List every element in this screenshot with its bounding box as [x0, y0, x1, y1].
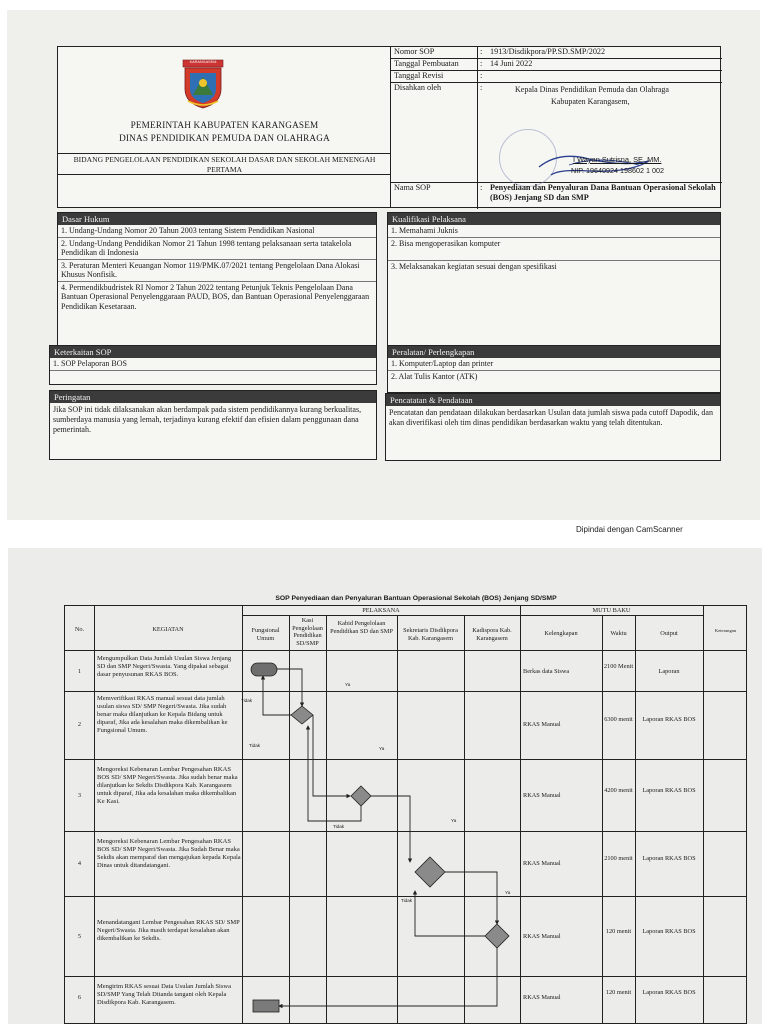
- qualification-item: 2. Bisa mengoperasikan komputer: [388, 238, 720, 261]
- requirement-text: RKAS Manual: [523, 860, 561, 867]
- agency-block: [58, 47, 391, 207]
- sop-identity-block: [391, 47, 722, 207]
- flowchart-diagram: [65, 606, 747, 1024]
- government-name: PEMERINTAH KABUPATEN KARANGASEM: [130, 120, 319, 130]
- time-text: 2100 Menit: [603, 663, 634, 670]
- row-number: 5: [77, 933, 82, 940]
- approver-title: Kepala Dinas Pendidikan Pemuda dan Olahraga: [515, 85, 669, 94]
- related-sop-box: [49, 345, 377, 385]
- warning-title: Peringatan: [50, 391, 376, 403]
- requirement-text: RKAS Manual: [523, 933, 561, 940]
- row-number: 1: [77, 668, 82, 675]
- equipment-box: [387, 345, 721, 393]
- qualification-title: Kualifikasi Pelaksana: [388, 213, 720, 225]
- activity-text: Mengoreksi Kebenaran Lembar Pengesahan RKAS BOS SD/ SMP Negeri/Swasta. Jika sudah benar maka dilanjutkan ke Sekdis Disdikpora Kab. Karangasem untuk diparaf, Jika ada kesalahan maka dikembalikan Ke Kasi.: [97, 766, 238, 805]
- output-text: Laporan: [658, 668, 680, 675]
- signer-nip: NIP. 19640924 198602 1 002: [571, 166, 664, 175]
- sop-number-row: Nomor SOP : 1913/Disdikpora/PP.SD.SMP/2022: [391, 47, 722, 59]
- time-text: 120 menit: [605, 928, 632, 935]
- flow-label-ya: Ya: [505, 890, 511, 895]
- sop-name: Penyediaan dan Penyaluran Dana Bantuan Operasional Sekolah (BOS) Jenjang SD dan SMP: [490, 183, 716, 202]
- division-name: BIDANG PENGELOLAAN PENDIDIKAN SEKOLAH DASAR DAN SEKOLAH MENENGAH PERTAMA: [58, 153, 391, 175]
- karangasem-emblem-icon: [180, 59, 226, 109]
- row-number: 6: [77, 994, 82, 1001]
- header-output: Output: [660, 630, 678, 637]
- flow-label-tidak: Tidak: [241, 698, 253, 703]
- requirement-text: RKAS Manual: [523, 792, 561, 799]
- header-pelaksana: PELAKSANA: [362, 607, 400, 614]
- flow-label-ya: Ya: [379, 746, 385, 751]
- activity-text: Memverifikasi RKAS manual sesuai data jumlah usulan siswa SD/ SMP Negeri/Swasta. Jika sudah benar maka dilanjutkan ke Kepala Bidang untuk diparaf, Jika ada kesalahan maka dikembalikan ke Fungsional Umum.: [97, 695, 228, 734]
- header-kegiatan: KEGIATAN: [152, 626, 184, 633]
- time-text: 2100 menit: [604, 855, 633, 862]
- flow-label-ya: Ya: [345, 682, 351, 687]
- requirement-text: RKAS Manual: [523, 721, 561, 728]
- time-text: 4200 menit: [604, 787, 633, 794]
- requirement-text: RKAS Manual: [523, 994, 561, 1001]
- time-text: 120 menit: [605, 989, 632, 996]
- equipment-title: Peralatan/ Perlengkapan: [388, 346, 720, 358]
- row-number: 2: [77, 721, 82, 728]
- flow-label-ya: Ya: [451, 818, 457, 823]
- revision-date-row: Tanggal Revisi :: [391, 71, 722, 83]
- signer-name: I Wayan Sutrisna, SE.,MM.: [573, 155, 662, 164]
- equipment-item: 2. Alat Tulis Kantor (ATK): [391, 371, 478, 381]
- scanner-watermark: Dipindai dengan CamScanner: [576, 525, 683, 534]
- header-kabid: Kabid Pengelolaan Pendidikan SD dan SMP: [330, 620, 393, 635]
- time-text: 6300 menit: [604, 716, 633, 723]
- decision-diamond-icon: [351, 786, 371, 806]
- related-sop-item: 1. SOP Pelaporan BOS: [50, 358, 376, 371]
- row-number: 3: [77, 792, 82, 799]
- warning-box: [49, 390, 377, 460]
- flow-label-tidak: Tidak: [249, 743, 261, 748]
- decision-diamond-icon: [485, 924, 509, 948]
- header-no: No.: [74, 626, 85, 633]
- sop-flowchart-page: [8, 548, 762, 1024]
- legal-basis-item: 3. Peraturan Menteri Keuangan Nomor 119/PMK.07/2021 tentang Pengelolaan Dana Alokasi Khusus Nonfisik.: [58, 260, 376, 282]
- output-text: Laporan RKAS BOS: [642, 716, 696, 723]
- legal-basis-title: Dasar Hukum: [58, 213, 376, 225]
- qualification-item: 1. Memahami Juknis: [388, 225, 720, 238]
- flow-label-tidak: Tidak: [401, 898, 413, 903]
- header-waktu: Waktu: [610, 630, 627, 637]
- qualification-box: [387, 212, 721, 346]
- end-process-icon: [253, 1000, 279, 1012]
- requirement-text: Berkas data Siswa: [523, 668, 570, 675]
- recording-box: [385, 393, 721, 461]
- department-name: DINAS PENDIDIKAN PEMUDA DAN OLAHRAGA: [119, 133, 330, 143]
- legal-basis-box: [57, 212, 377, 346]
- legal-basis-item: 1. Undang-Undang Nomor 20 Tahun 2003 tentang Sistem Pendidikan Nasional: [58, 225, 376, 238]
- output-text: Laporan RKAS BOS: [642, 787, 696, 794]
- equipment-item: 1. Komputer/Laptop dan printer: [388, 358, 720, 371]
- sop-header-table: [57, 46, 721, 208]
- flow-label-tidak: Tidak: [333, 824, 345, 829]
- start-terminator-icon: [251, 663, 277, 676]
- sop-number: 1913/Disdikpora/PP.SD.SMP/2022: [490, 47, 606, 56]
- activity-text: Mengirim RKAS sesuai Data Usulan Jumlah Siswa SD/SMP Yang Telah Ditanda tangani oleh Kepala Disdikpora Kab. Karangasem.: [97, 983, 231, 1006]
- decision-diamond-icon: [291, 706, 313, 724]
- approval-row: Disahkan oleh : Kepala Dinas Pendidikan Pemuda dan Olahraga Kabupaten Karangasem, I Wayan Sutrisna, SE.,MM. NIP. 19640924 198602 1 002: [391, 83, 722, 183]
- flowchart-title: SOP Penyediaan dan Penyaluran Bantuan Operasional Sekolah (BOS) Jenjang SD/SMP: [275, 595, 557, 602]
- signature-icon: [529, 145, 662, 185]
- activity-text: Mengumpulkan Data Jumlah Usulan Siswa Jenjang SD dan SMP Negeri/Swasta. Yang dipakai sebagai dasar penyusunan RKAS BOS.: [97, 655, 232, 678]
- decision-diamond-icon: [415, 857, 445, 887]
- row-number: 4: [77, 860, 82, 867]
- warning-text: Jika SOP ini tidak dilaksanakan akan berdampak pada sistem pendidikannya kurang berkualitas, sumberdaya manusia yang lemah, terjadinya kurang efektif dan efisien dalam penggunaan dana pemerintah.: [53, 405, 362, 434]
- header-sekretaris: Sekretaris Disdikpora Kab. Karangasem: [403, 627, 458, 642]
- sop-cover-page: [7, 10, 760, 520]
- sop-name-row: Nama SOP : Penyediaan dan Penyaluran Dana Bantuan Operasional Sekolah (BOS) Jenjang SD dan SMP: [391, 183, 722, 209]
- qualification-item: 3. Melaksanakan kegiatan sesuai dengan spesifikasi: [391, 262, 557, 271]
- logo-caption: KARANGASEM: [189, 60, 217, 64]
- legal-basis-item: 2. Undang-Undang Pendidikan Nomor 21 Tahun 1998 tentang pelaksanaan serta tatakelola Pendidikan di Indonesia: [58, 238, 376, 260]
- created-date: 14 Juni 2022: [490, 59, 533, 68]
- activity-text: Menandatangani Lembar Pengesahan RKAS SD/ SMP Negeri/Swasta. Jika masih terdapat kesalahan akan dikembalikan ke Sekdis.: [97, 919, 240, 942]
- output-text: Laporan RKAS BOS: [642, 989, 696, 996]
- recording-title: Pencatatan & Pendataan: [386, 394, 720, 406]
- header-kadispora: Kadispora Kab. Karangasem: [472, 627, 512, 642]
- header-keterangan: Keterangan: [714, 628, 737, 633]
- legal-basis-item: 4. Permendikbudristek RI Nomor 2 Tahun 2022 tentang Petunjuk Teknis Pengelolaan Dana Bantuan Operasional Penyelenggaraan PAUD, BOS, dan Bantuan Operasional Penyelenggaraan Pendidikan Kesetaraan.: [61, 282, 370, 311]
- output-text: Laporan RKAS BOS: [642, 928, 696, 935]
- created-date-row: Tanggal Pembuatan : 14 Juni 2022: [391, 59, 722, 71]
- activity-text: Mengoreksi Kebenaran Lembar Pengesahan RKAS BOS SD/ SMP Negeri/Swasta. Jika Sudah Benar maka Sekdis akan memparaf dan mengajukan kepada Kepala Dinas untuk ditandatangani.: [97, 838, 241, 869]
- output-text: Laporan RKAS BOS: [642, 855, 696, 862]
- header-mutu-baku: MUTU BAKU: [592, 607, 631, 614]
- flowchart-table: [64, 605, 747, 1024]
- related-sop-title: Keterkaitan SOP: [50, 346, 376, 358]
- recording-text: Pencatatan dan pendataan dilakukan berdasarkan Usulan data jumlah siswa pada cutoff Dapodik, dan akan diverifikasi oleh tim dinas pendidikan berdasarkan waktu yang telah ditentukan.: [389, 408, 713, 427]
- header-kelengkapan: Kelengkapan: [544, 630, 578, 637]
- header-kasi: Kasi Pengelolaan Pendidikan SD/SMP: [292, 617, 323, 647]
- approver-region: Kabupaten Karangasem,: [551, 97, 630, 106]
- header-fungsional: Fungsional Umum: [251, 627, 280, 642]
